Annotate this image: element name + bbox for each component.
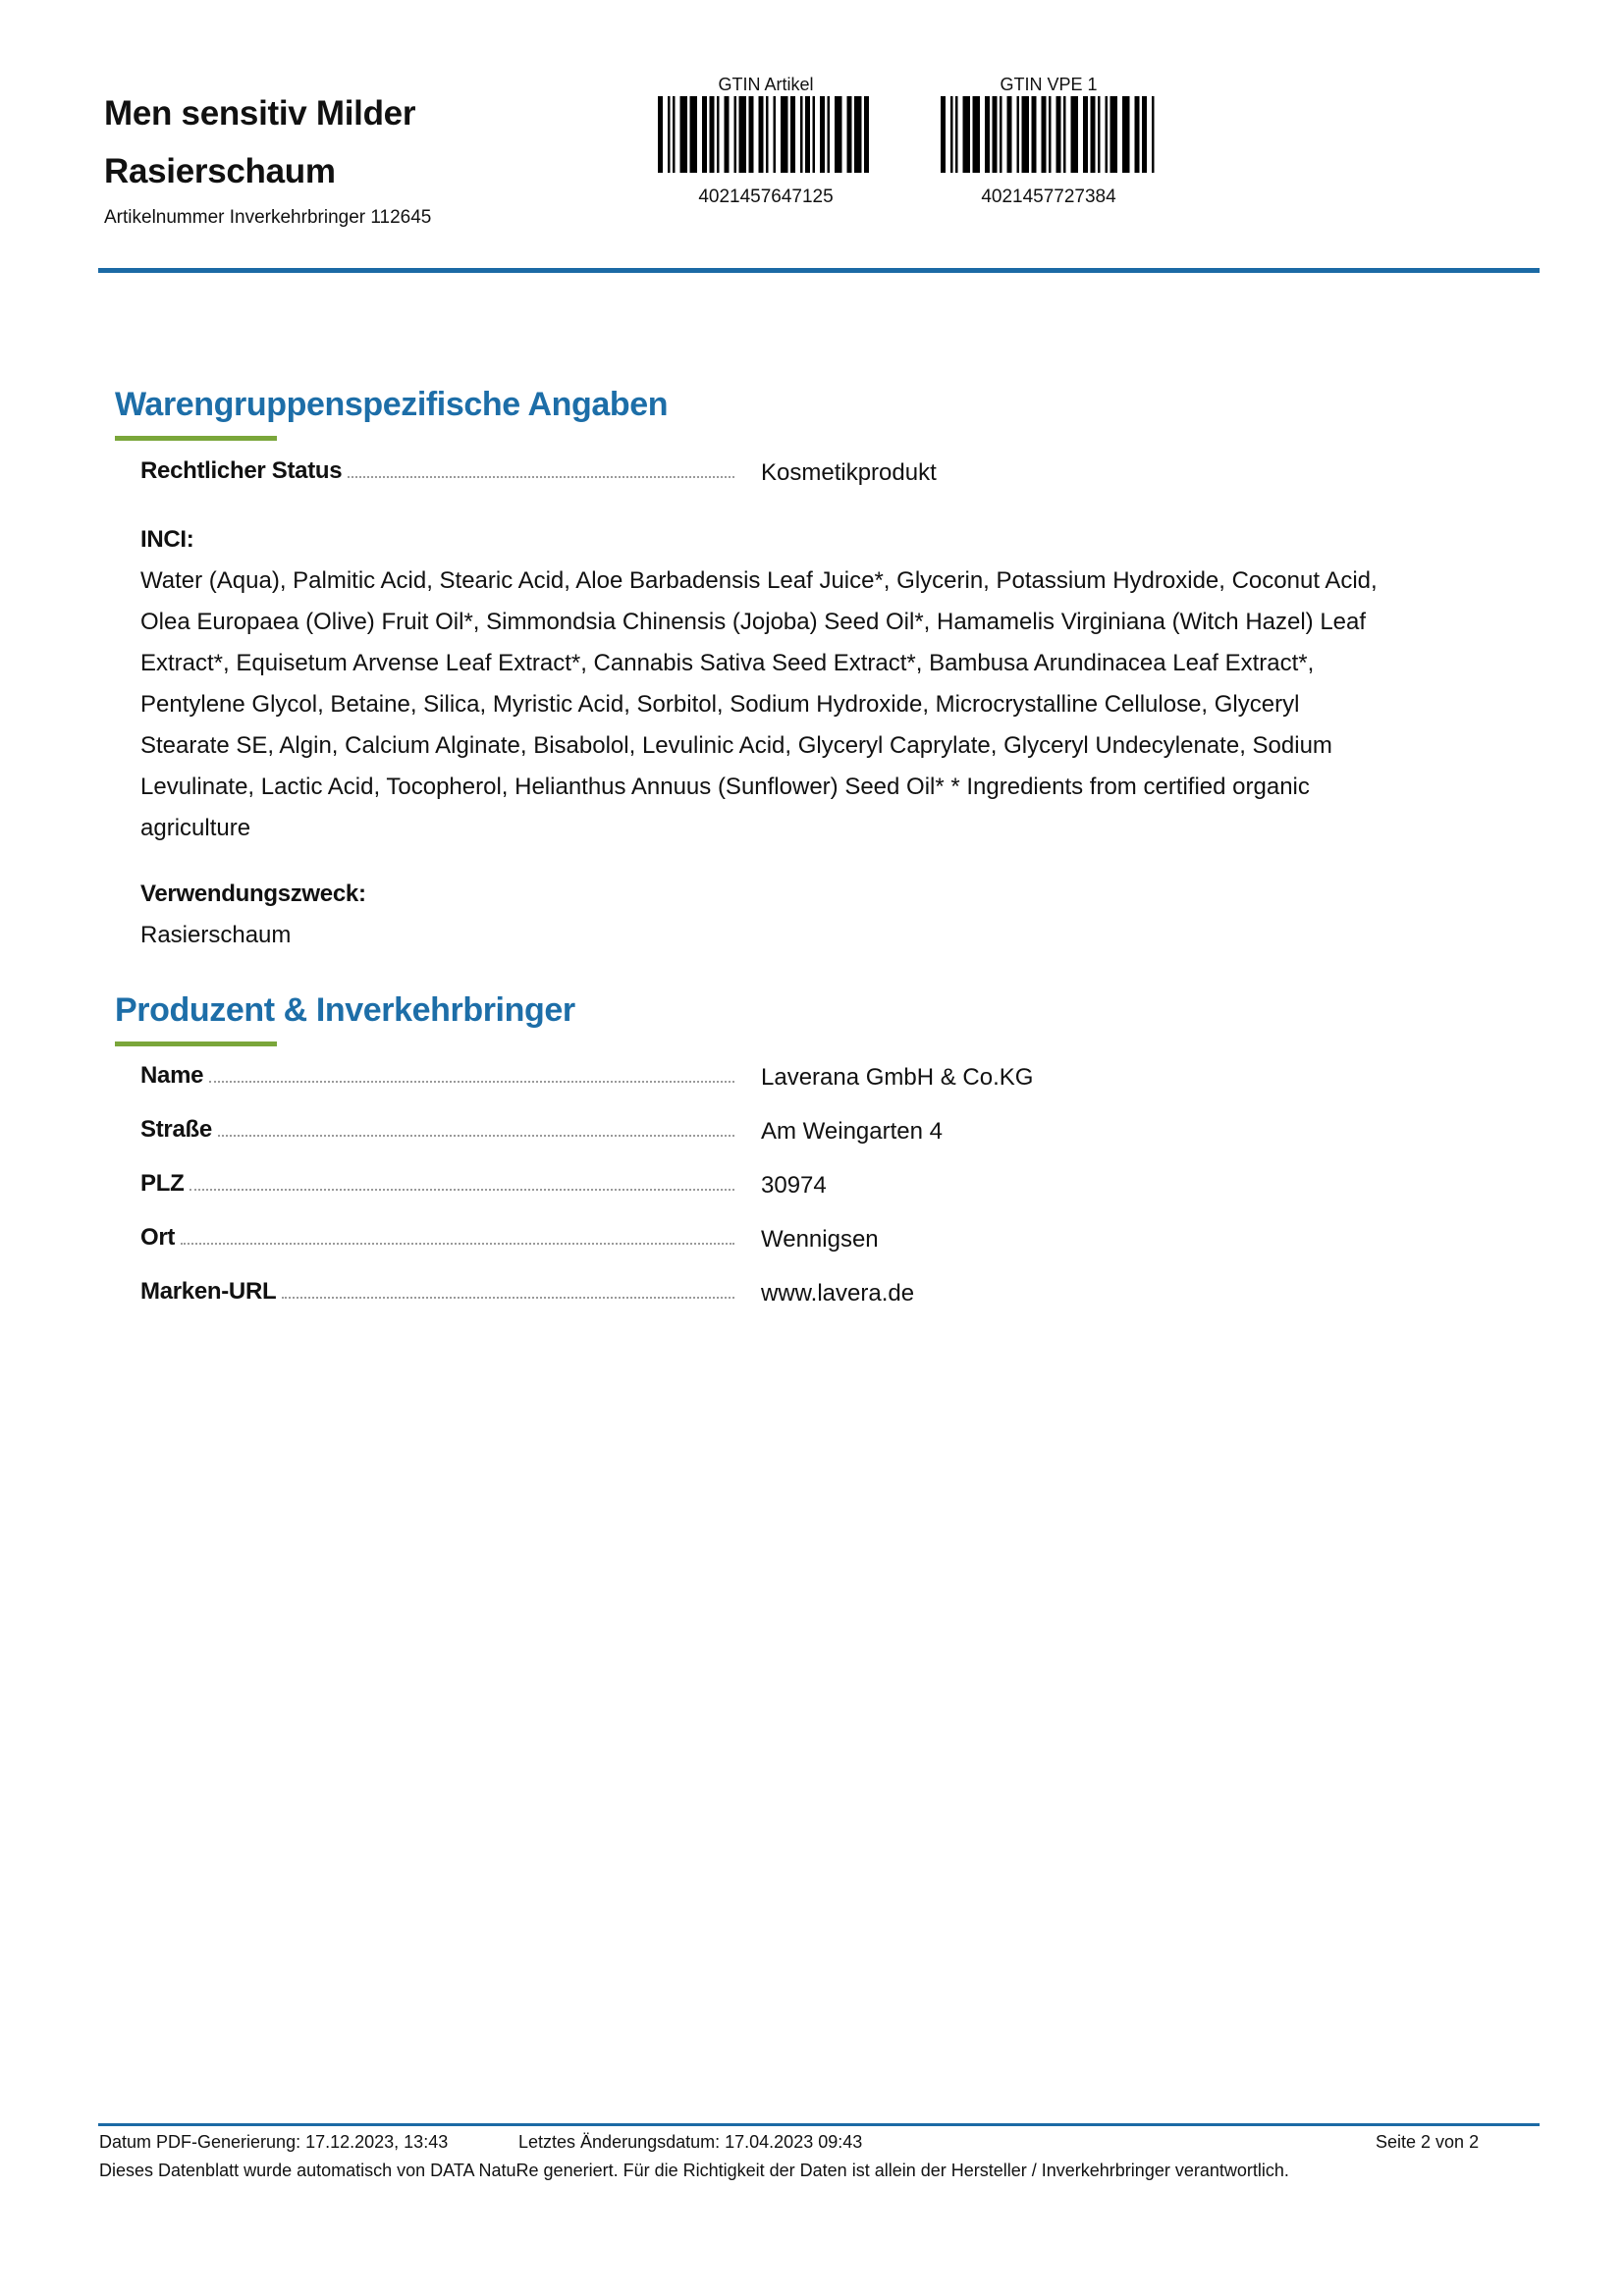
barcode-bar <box>759 96 764 173</box>
barcode-bar <box>950 96 953 173</box>
barcode-bar <box>673 96 676 173</box>
field-key: Straße <box>140 1116 212 1143</box>
barcode-bar <box>766 96 769 173</box>
barcode-bar <box>658 96 663 173</box>
barcode-gtin-vpe <box>936 73 1162 208</box>
barcode-bar <box>668 96 671 173</box>
barcode-bar <box>985 96 990 173</box>
dot-leader <box>348 458 734 478</box>
barcode-number: 4021457647125 <box>698 187 834 207</box>
barcode-bar <box>702 96 707 173</box>
barcode-bar <box>955 96 958 173</box>
barcode-bar <box>739 96 747 173</box>
barcode-bar <box>680 96 688 173</box>
barcode-bar <box>1032 96 1037 173</box>
barcode-bar <box>963 96 971 173</box>
barcode-bar <box>725 96 730 173</box>
barcode-bar <box>790 96 795 173</box>
purpose-value: Rasierschaum <box>140 922 292 948</box>
barcode-bar <box>941 96 946 173</box>
product-title-line2: Rasierschaum <box>104 152 336 190</box>
field-row-city <box>140 1224 1122 1257</box>
field-value: Wennigsen <box>761 1226 879 1253</box>
barcode-bar <box>813 96 816 173</box>
barcode-bar <box>1142 96 1147 173</box>
field-key: Rechtlicher Status <box>140 457 343 484</box>
barcode-bar <box>1056 96 1061 173</box>
header-divider <box>98 268 1540 273</box>
product-title-line1: Men sensitiv Milder <box>104 94 416 133</box>
barcode-bar <box>1091 96 1096 173</box>
barcode-bar <box>1063 96 1066 173</box>
field-row-legal-status <box>140 457 1122 491</box>
dot-leader <box>181 1225 734 1245</box>
barcode-graphic <box>653 96 879 173</box>
barcode-bar <box>774 96 777 173</box>
dot-leader <box>218 1117 734 1137</box>
barcode-bar <box>1007 96 1012 173</box>
barcode-bar <box>1122 96 1130 173</box>
barcode-graphic <box>936 96 1162 173</box>
barcode-bar <box>749 96 754 173</box>
barcode-bar <box>710 96 715 173</box>
barcode-bar <box>1071 96 1079 173</box>
inci-label: INCI: <box>140 526 194 553</box>
field-row-name <box>140 1062 1122 1095</box>
barcode-bar <box>1049 96 1052 173</box>
barcode-bar <box>1110 96 1118 173</box>
barcode-bar <box>781 96 788 173</box>
field-value: Kosmetikprodukt <box>761 459 937 486</box>
footer-changed-date: Letztes Änderungsdatum: 17.04.2023 09:43 <box>518 2132 863 2152</box>
inci-text: Water (Aqua), Palmitic Acid, Stearic Acid, Aloe Barbadensis Leaf Juice*, Glycerin, Potassium Hydroxide, Coconut Acid, Olea Europaea (Olive) Fruit Oil*, Simmondsia Chinensis (Jojoba) Seed Oil*, Hamamelis Virginiana (Witch Hazel) Leaf Extract*, Equisetum Arvense Leaf Extract*, Cannabis Sativa Seed Extract*, Bambusa Arundinacea Leaf Extract*, Pentylene Glycol, Betaine, Silica, Myristic Acid, Sorbitol, Sodium Hydroxide, Microcrystalline Cellulose, Glyceryl Stearate SE, Algin, Calcium Alginate, Bisabolol, Levulinic Acid, Glyceryl Caprylate, Glyceryl Undecylenate, Sodium Levulinate, Lactic Acid, Tocopherol, Helianthus Annuus (Sunflower) Seed Oil* * Ingredients from certified organic agriculture <box>140 567 1378 841</box>
field-value[interactable]: www.lavera.de <box>761 1280 915 1307</box>
footer-divider <box>98 2123 1540 2126</box>
footer-disclaimer: Dieses Datenblatt wurde automatisch von DATA NatuRe generiert. Für die Richtigkeit der Daten ist allein der Hersteller / Inverkehrbringer verantwortlich. <box>99 2161 1289 2180</box>
barcode-bar <box>864 96 869 173</box>
barcode-bar <box>847 96 852 173</box>
barcode-bar <box>1098 96 1101 173</box>
barcode-bar <box>717 96 720 173</box>
barcode-bar <box>1042 96 1047 173</box>
barcode-bar <box>1135 96 1140 173</box>
barcode-label: GTIN Artikel <box>718 75 814 94</box>
purpose-label: Verwendungszweck: <box>140 881 366 907</box>
barcode-label: GTIN VPE 1 <box>1000 75 1098 94</box>
field-key: Marken-URL <box>140 1278 277 1305</box>
field-key: Ort <box>140 1224 176 1251</box>
barcode-bar <box>800 96 803 173</box>
footer-generated-date: Datum PDF-Generierung: 17.12.2023, 13:43 <box>99 2132 449 2152</box>
field-value: 30974 <box>761 1172 827 1199</box>
barcode-bar <box>820 96 825 173</box>
barcode-bar <box>1017 96 1020 173</box>
field-row-brand-url <box>140 1278 1122 1311</box>
barcode-bar <box>973 96 981 173</box>
field-row-street <box>140 1116 1122 1149</box>
barcode-bar <box>1083 96 1088 173</box>
field-value: Am Weingarten 4 <box>761 1118 943 1145</box>
footer-page-number: Seite 2 von 2 <box>1376 2132 1480 2152</box>
barcode-gtin-article <box>653 73 879 208</box>
section-underline <box>115 436 277 441</box>
barcode-bar <box>690 96 698 173</box>
section-underline <box>115 1041 277 1046</box>
dot-leader <box>209 1063 734 1083</box>
barcode-bar <box>1106 96 1109 173</box>
barcode-bar <box>854 96 862 173</box>
barcode-bar <box>1000 96 1002 173</box>
barcode-bar <box>805 96 810 173</box>
section-heading-producer: Produzent & Inverkehrbringer <box>115 991 575 1029</box>
field-value: Laverana GmbH & Co.KG <box>761 1064 1034 1091</box>
barcode-bar <box>1022 96 1030 173</box>
dot-leader <box>189 1171 734 1191</box>
barcode-bar <box>734 96 737 173</box>
field-row-postcode <box>140 1170 1122 1203</box>
section-heading-product-info: Warengruppenspezifische Angaben <box>115 386 669 423</box>
field-key: PLZ <box>140 1170 185 1197</box>
field-key: Name <box>140 1062 204 1089</box>
barcode-bar <box>1152 96 1155 173</box>
barcode-bar <box>993 96 998 173</box>
barcode-bar <box>828 96 831 173</box>
barcode-number: 4021457727384 <box>981 187 1116 207</box>
article-number: Artikelnummer Inverkehrbringer 112645 <box>104 207 432 228</box>
dot-leader <box>282 1279 734 1299</box>
barcode-bar <box>835 96 842 173</box>
